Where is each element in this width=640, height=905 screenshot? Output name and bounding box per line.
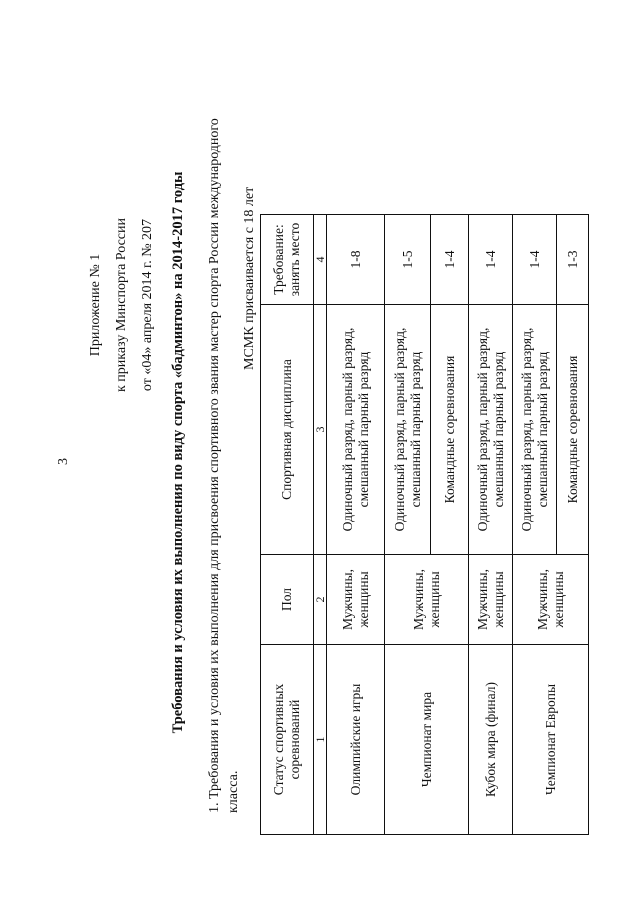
table-row [385,215,431,835]
place-cell: 1-3 [557,215,589,305]
annex-order-line: к приказу Минспорта России [114,218,129,392]
column-number-row [314,215,327,835]
document-title: Требования и условия их выполнения по виду спорта «бадминтон» на 2014-2017 годы [170,171,186,734]
place-cell: 1-8 [327,215,385,305]
gender-cell: Мужчины, женщины [385,555,469,645]
status-cell: Олимпийские игры [327,645,385,835]
status-cell: Чемпионат Европы [513,645,589,835]
intro-paragraph: 1. Требования и условия их выполнения для присвоения спортивного звания мастер спорта России международного класса. [207,118,241,813]
discipline-cell: Командные соревнования [557,305,589,555]
table-row [469,215,513,835]
requirements-table [260,214,589,835]
status-cell: Кубок мира (финал) [469,645,513,835]
place-cell: 1-4 [513,215,557,305]
discipline-cell: Одиночный разряд, парный разряд, смешанный парный разряд [327,305,385,555]
msmk-note: МСМК присваивается с 18 лет [242,186,257,370]
discipline-cell: Одиночный разряд, парный разряд, смешанный парный разряд [513,305,557,555]
column-number: 4 [314,215,327,305]
annex-title: Приложение № 1 [88,253,103,357]
table-row [513,215,557,835]
status-cell: Чемпионат мира [385,645,469,835]
discipline-cell: Командные соревнования [431,305,469,555]
table-row [327,215,385,835]
place-cell: 1-4 [431,215,469,305]
gender-cell: Мужчины, женщины [513,555,589,645]
discipline-cell: Одиночный разряд, парный разряд, смешанный парный разряд [469,305,513,555]
column-number: 1 [314,645,327,835]
gender-cell: Мужчины, женщины [469,555,513,645]
page-number: 3 [56,458,71,465]
gender-cell: Мужчины, женщины [327,555,385,645]
header-discipline: Спортивная дисциплина [261,305,314,555]
place-cell: 1-4 [469,215,513,305]
table-header-row [261,215,314,835]
column-number: 3 [314,305,327,555]
discipline-cell: Одиночный разряд, парный разряд, смешанный парный разряд [385,305,431,555]
header-gender: Пол [261,555,314,645]
place-cell: 1-5 [385,215,431,305]
header-status: Статус спортивных соревнований [261,645,314,835]
annex-date-line: от «04» апреля 2014 г. № 207 [140,218,155,392]
header-place: Требование: занять место [261,215,314,305]
column-number: 2 [314,555,327,645]
